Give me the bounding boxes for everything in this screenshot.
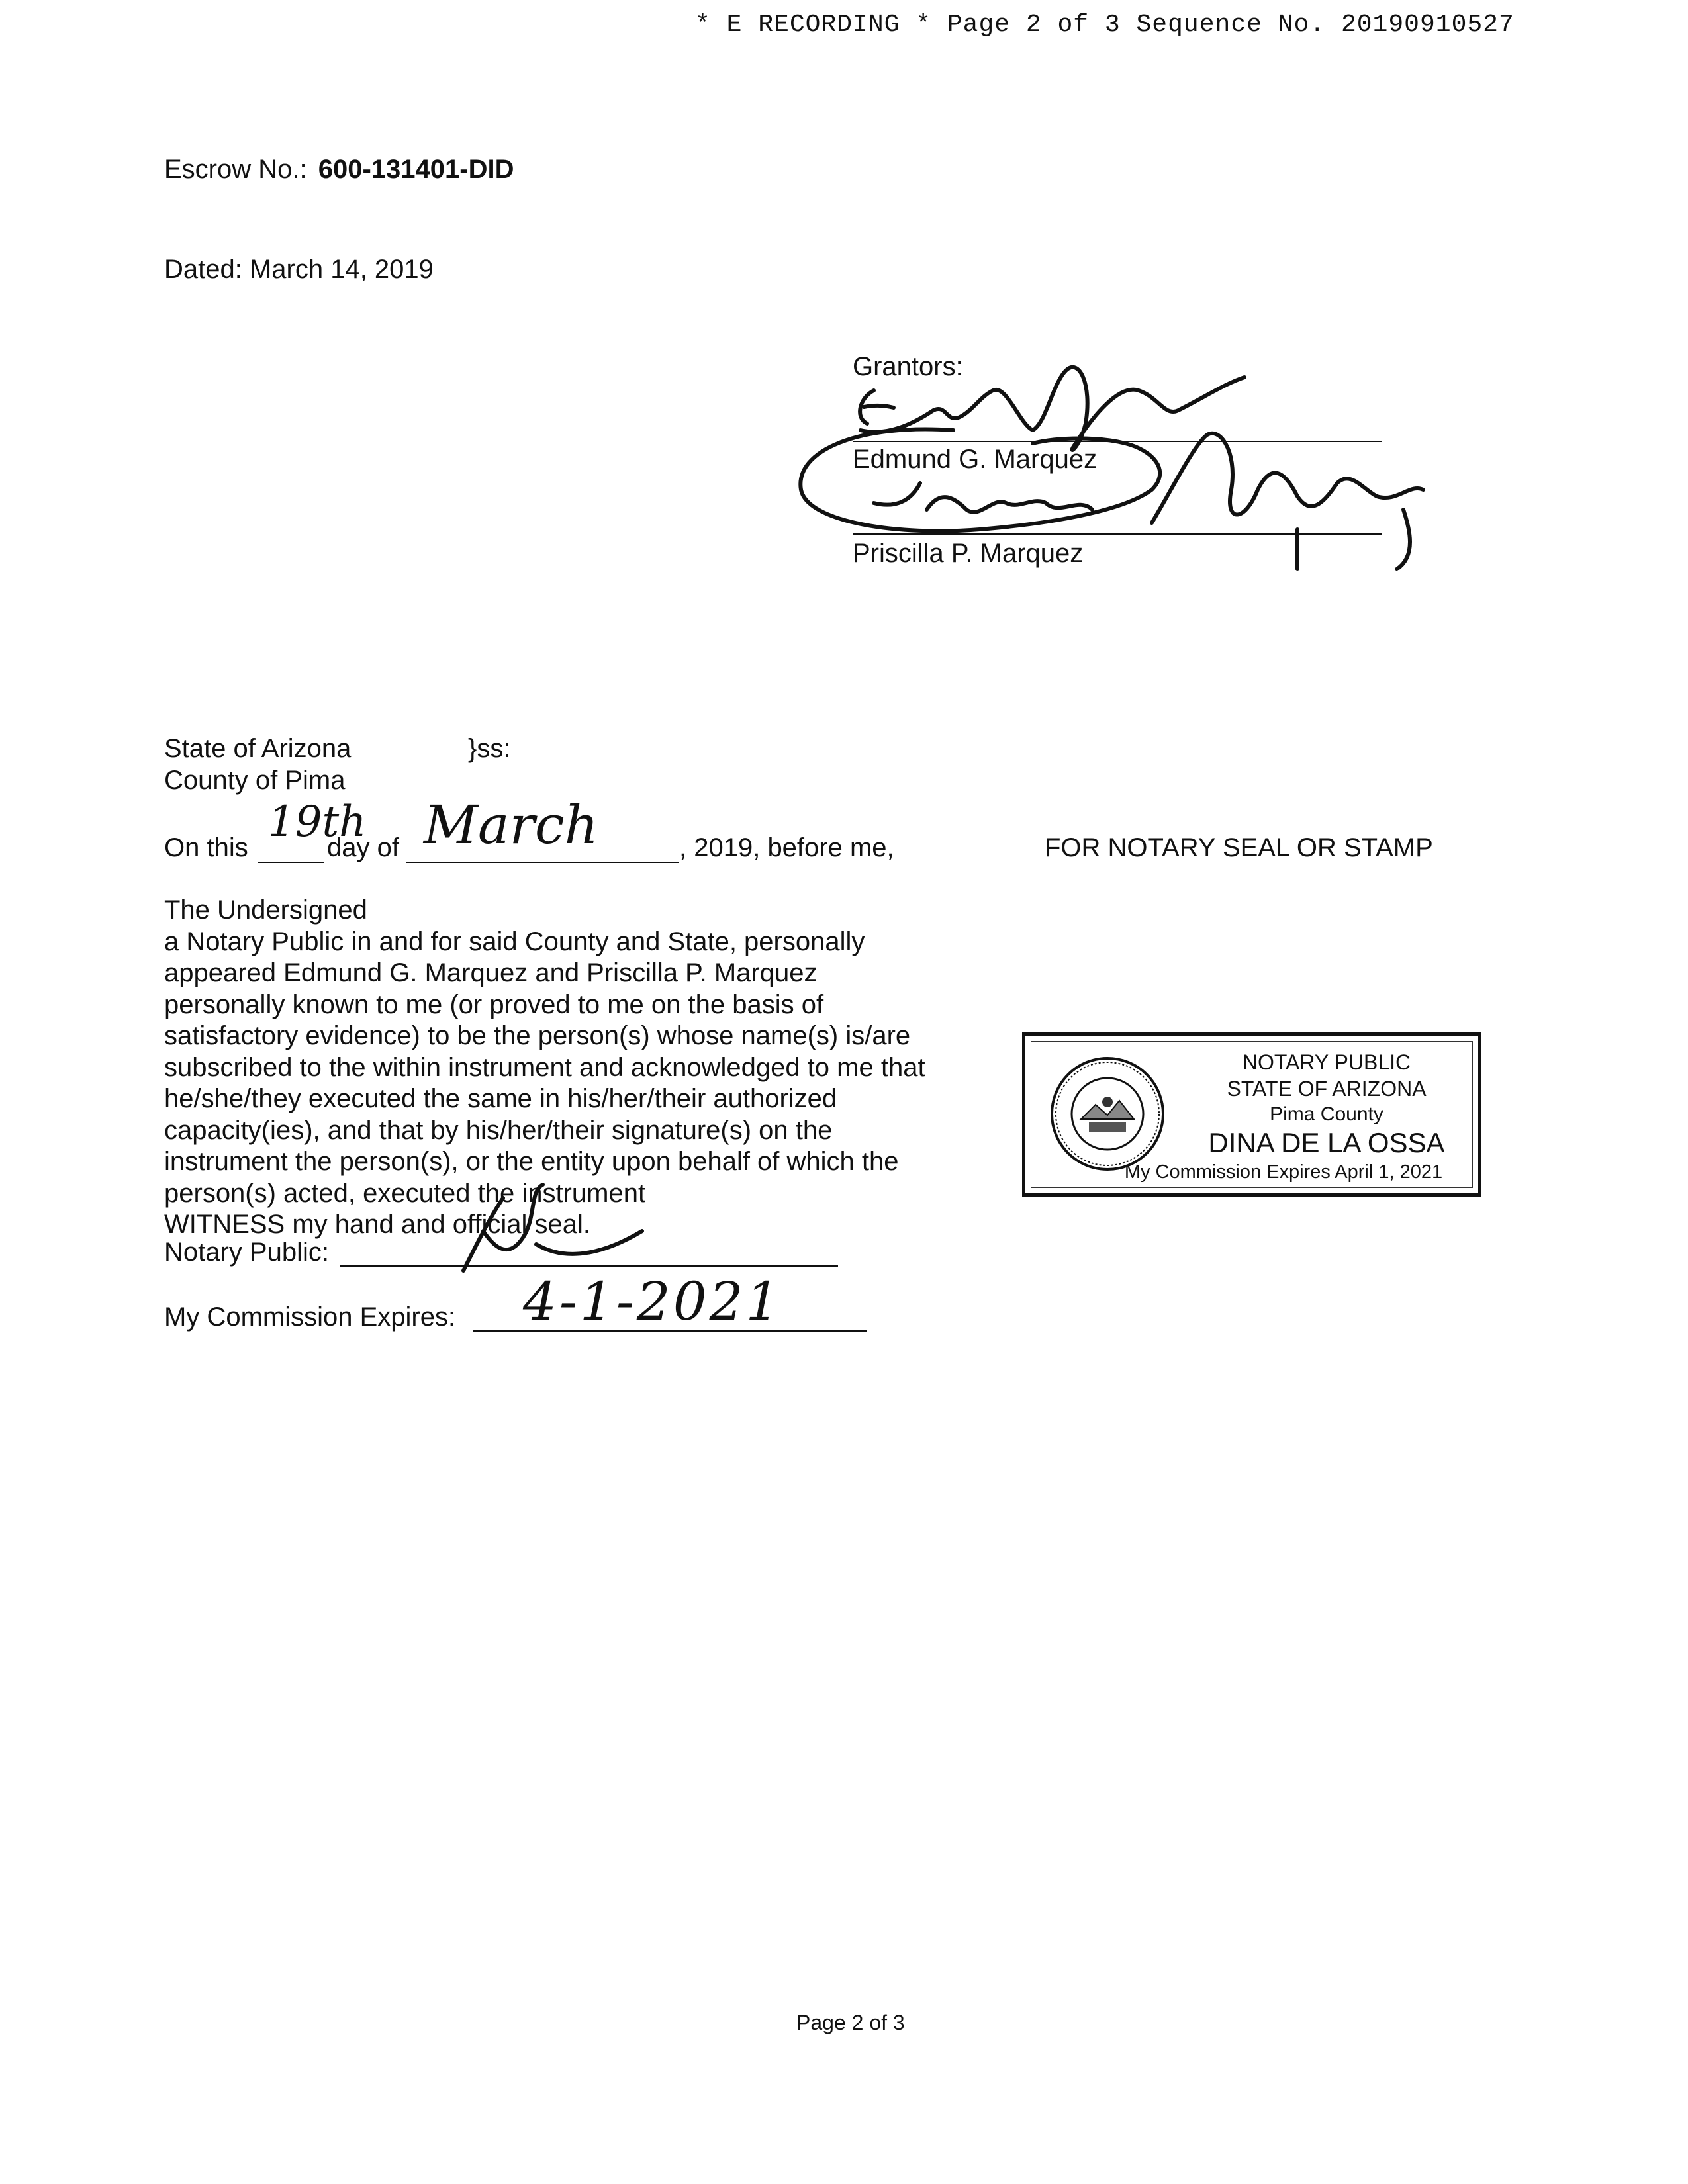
dated-line: Dated: March 14, 2019 [164,255,434,284]
venue-state: State of Arizona [164,734,352,763]
stamp-notary-name: DINA DE LA OSSA [1208,1127,1445,1158]
ack-line: satisfactory evidence) to be the person(s) whose name(s) is/are [164,1021,911,1050]
grantors-heading: Grantors: [853,352,963,381]
ack-line: WITNESS my hand and official seal. [164,1210,590,1239]
recording-header: * E RECORDING * Page 2 of 3 Sequence No. 20190910527 [695,11,1515,39]
ack-line: capacity(ies), and that by his/her/their signature(s) on the [164,1115,833,1145]
grantor-signature-priscilla [781,410,1443,582]
seal-area-label: FOR NOTARY SEAL OR STAMP [1045,833,1433,862]
stamp-line-2: STATE OF ARIZONA [1227,1077,1427,1101]
ack-line: personally known to me (or proved to me on the basis of [164,989,824,1019]
ack-line: he/she/they executed the same in his/her/their authorized [164,1084,837,1113]
stamp-line-1: NOTARY PUBLIC [1242,1050,1411,1074]
month-blank-line [406,862,679,863]
commission-expires-label: My Commission Expires: [164,1302,456,1332]
year-text: , 2019, before me, [679,833,894,862]
escrow-label: Escrow No.: [164,155,307,184]
escrow-line [164,154,514,185]
commission-handwritten: 4-1-2021 [523,1271,782,1332]
ack-line: subscribed to the within instrument and acknowledged to me that [164,1052,925,1082]
arizona-seal-icon [1049,1056,1166,1172]
ack-line: instrument the person(s), or the entity upon behalf of which the [164,1147,899,1176]
day-handwritten: 19th [268,797,367,846]
notary-stamp [1022,1032,1481,1197]
ack-line: person(s) acted, executed the instrument [164,1178,646,1208]
escrow-number: 600-131401-DID [318,155,514,184]
ack-line: The Undersigned [164,895,367,925]
stamp-line-3: Pima County [1270,1103,1383,1125]
ack-line: a Notary Public in and for said County and State, personally [164,927,865,956]
venue-ss: }ss: [468,734,511,763]
on-this-label: On this [164,833,248,862]
grantor-name-2: Priscilla P. Marquez [853,539,1084,568]
month-handwritten: March [424,794,599,856]
page-number: Page 2 of 3 [796,2011,905,2034]
ack-line: appeared Edmund G. Marquez and Priscilla P. Marquez [164,958,818,987]
notary-signature [437,1178,662,1277]
day-blank-line [258,862,324,863]
day-of-label: day of [327,833,399,862]
venue-county: County of Pima [164,766,346,795]
notary-public-label: Notary Public: [164,1238,329,1267]
grantor-name-1: Edmund G. Marquez [853,445,1098,474]
stamp-expires: My Commission Expires April 1, 2021 [1124,1161,1443,1183]
